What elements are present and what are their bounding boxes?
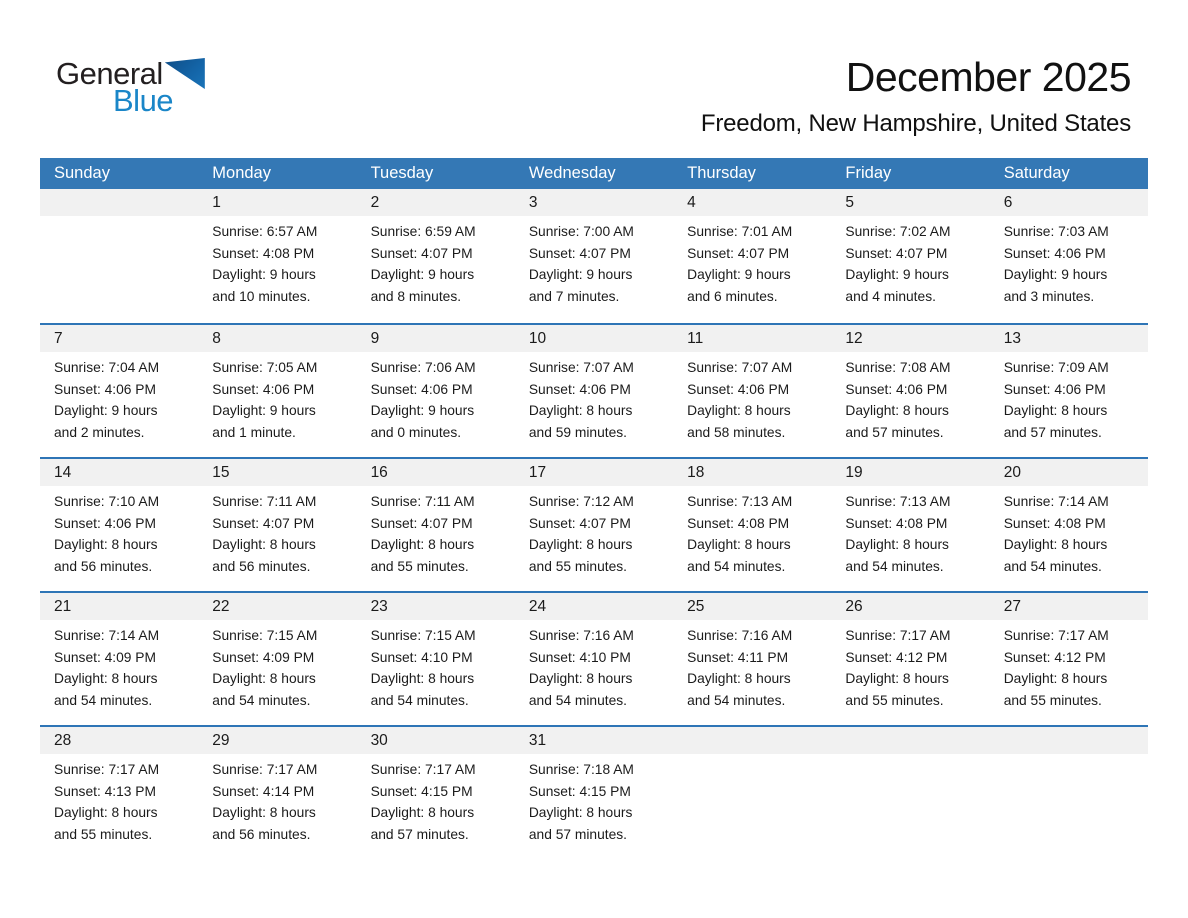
page-title: December 2025 — [845, 54, 1131, 100]
daylight-line-1: Daylight: 8 hours — [528, 537, 633, 552]
daylight-line-2: and 57 minutes. — [1003, 424, 1102, 440]
empty-day-details — [40, 216, 198, 307]
day-cell-details — [990, 620, 1148, 711]
sunset-line: Sunset: 4:06 PM — [212, 381, 315, 397]
daylight-line-1: Daylight: 9 hours — [845, 267, 949, 282]
daylight-line-2: and 55 minutes. — [528, 558, 628, 574]
daylight-line-2: and 54 minutes. — [1003, 558, 1102, 574]
sunset-line: Sunset: 4:08 PM — [1003, 515, 1106, 531]
day-cell-details — [515, 216, 673, 307]
day-number: 12 — [845, 330, 863, 347]
day-details-row — [40, 216, 1148, 307]
day-number: 18 — [687, 464, 705, 481]
day-number-band — [40, 727, 1148, 754]
daylight-line-1: Daylight: 9 hours — [212, 267, 316, 282]
day-cell-details — [673, 486, 831, 577]
day-cell-details — [357, 620, 515, 711]
sunrise-line: Sunrise: 7:04 AM — [54, 360, 160, 375]
day-number: 16 — [370, 464, 388, 481]
sunset-line: Sunset: 4:06 PM — [687, 381, 790, 397]
day-number: 1 — [212, 194, 221, 211]
day-number: 23 — [370, 598, 388, 615]
day-number-band — [40, 593, 1148, 620]
sunset-line: Sunset: 4:06 PM — [54, 515, 157, 531]
day-number: 17 — [528, 464, 547, 481]
empty-day-details — [831, 754, 989, 845]
daylight-line-1: Daylight: 8 hours — [212, 671, 316, 686]
daylight-line-1: Daylight: 8 hours — [370, 537, 475, 552]
sunset-line: Sunset: 4:15 PM — [528, 783, 631, 799]
sunset-line: Sunset: 4:06 PM — [1003, 245, 1106, 261]
sunrise-line: Sunrise: 7:10 AM — [54, 494, 160, 509]
day-cell-details — [40, 352, 198, 443]
sunset-line: Sunset: 4:09 PM — [212, 649, 315, 665]
daylight-line-2: and 58 minutes. — [687, 424, 786, 440]
empty-day-details — [673, 754, 831, 845]
day-cell-details — [198, 754, 356, 845]
daylight-line-1: Daylight: 8 hours — [687, 671, 791, 686]
calendar-weeks — [40, 189, 1148, 859]
weekday-header-row — [40, 158, 1148, 189]
sunrise-line: Sunrise: 7:02 AM — [845, 224, 951, 239]
sunrise-line: Sunrise: 7:18 AM — [528, 762, 634, 777]
daylight-line-1: Daylight: 8 hours — [845, 403, 949, 418]
daylight-line-2: and 56 minutes. — [212, 558, 311, 574]
day-number: 31 — [528, 732, 547, 749]
day-cell-details — [357, 754, 515, 845]
week-row — [40, 591, 1148, 725]
sunrise-line: Sunrise: 7:15 AM — [370, 628, 476, 643]
daylight-line-2: and 54 minutes. — [687, 558, 786, 574]
general-blue-logo — [56, 58, 205, 116]
daylight-line-2: and 54 minutes. — [54, 692, 153, 708]
daylight-line-1: Daylight: 8 hours — [54, 537, 158, 552]
empty-day-cell — [673, 727, 831, 754]
weekday-header-saturday: Saturday — [1003, 164, 1070, 182]
day-number: 25 — [687, 598, 705, 615]
day-number-band — [40, 189, 1148, 216]
daylight-line-1: Daylight: 8 hours — [212, 805, 316, 820]
daylight-line-1: Daylight: 8 hours — [1003, 671, 1108, 686]
daylight-line-1: Daylight: 8 hours — [370, 805, 475, 820]
sunset-line: Sunset: 4:08 PM — [687, 515, 790, 531]
sunset-line: Sunset: 4:06 PM — [370, 381, 473, 397]
sunrise-line: Sunrise: 7:13 AM — [687, 494, 793, 509]
sunset-line: Sunset: 4:12 PM — [1003, 649, 1106, 665]
sunrise-line: Sunrise: 7:17 AM — [845, 628, 951, 643]
daylight-line-1: Daylight: 9 hours — [54, 403, 158, 418]
daylight-line-1: Daylight: 8 hours — [212, 537, 316, 552]
day-number: 5 — [845, 194, 855, 211]
day-number: 29 — [212, 732, 230, 749]
sunrise-line: Sunrise: 7:03 AM — [1003, 224, 1109, 239]
daylight-line-2: and 8 minutes. — [370, 288, 462, 304]
sunrise-line: Sunrise: 7:17 AM — [54, 762, 160, 777]
daylight-line-1: Daylight: 9 hours — [370, 403, 475, 418]
weekday-header-monday: Monday — [212, 164, 271, 182]
daylight-line-1: Daylight: 8 hours — [845, 537, 949, 552]
day-cell-details — [515, 620, 673, 711]
sunrise-line: Sunrise: 7:05 AM — [212, 360, 318, 375]
daylight-line-1: Daylight: 8 hours — [528, 805, 633, 820]
sunrise-line: Sunrise: 7:07 AM — [687, 360, 793, 375]
daylight-line-1: Daylight: 8 hours — [370, 671, 475, 686]
day-number: 2 — [370, 194, 380, 211]
daylight-line-2: and 10 minutes. — [212, 288, 311, 304]
day-number: 14 — [54, 464, 72, 481]
sunrise-line: Sunrise: 7:07 AM — [528, 360, 634, 375]
sunrise-line: Sunrise: 7:14 AM — [54, 628, 160, 643]
daylight-line-1: Daylight: 8 hours — [845, 671, 949, 686]
day-cell-details — [357, 486, 515, 577]
daylight-line-1: Daylight: 8 hours — [528, 671, 633, 686]
weekday-header-friday: Friday — [845, 164, 892, 182]
day-number: 11 — [687, 330, 704, 347]
day-cell-details — [40, 754, 198, 845]
day-cell-details — [198, 620, 356, 711]
day-cell-details — [515, 352, 673, 443]
sunset-line: Sunset: 4:07 PM — [687, 245, 790, 261]
page-subtitle: Freedom, New Hampshire, United States — [700, 110, 1131, 138]
day-cell-details — [831, 620, 989, 711]
sunset-line: Sunset: 4:10 PM — [528, 649, 631, 665]
sunrise-line: Sunrise: 6:57 AM — [212, 224, 318, 239]
sunset-line: Sunset: 4:07 PM — [212, 515, 315, 531]
day-cell-details — [990, 216, 1148, 307]
day-number-band — [40, 459, 1148, 486]
day-number: 30 — [370, 732, 388, 749]
sunset-line: Sunset: 4:07 PM — [528, 515, 631, 531]
sunset-line: Sunset: 4:14 PM — [212, 783, 315, 799]
day-cell-details — [40, 486, 198, 577]
sunset-line: Sunset: 4:06 PM — [54, 381, 157, 397]
day-cell-details — [831, 216, 989, 307]
daylight-line-2: and 6 minutes. — [687, 288, 778, 304]
day-number: 15 — [212, 464, 230, 481]
sunset-line: Sunset: 4:09 PM — [54, 649, 157, 665]
day-cell-details — [990, 352, 1148, 443]
day-number: 13 — [1003, 330, 1021, 347]
daylight-line-2: and 57 minutes. — [528, 826, 628, 842]
day-number: 27 — [1003, 598, 1021, 615]
day-number: 26 — [845, 598, 863, 615]
sunrise-line: Sunrise: 7:13 AM — [845, 494, 951, 509]
weekday-header-wednesday: Wednesday — [528, 164, 616, 182]
sunset-line: Sunset: 4:07 PM — [528, 245, 631, 261]
daylight-line-1: Daylight: 8 hours — [1003, 403, 1108, 418]
daylight-line-2: and 2 minutes. — [54, 424, 145, 440]
daylight-line-2: and 4 minutes. — [845, 288, 936, 304]
sunrise-line: Sunrise: 7:14 AM — [1003, 494, 1109, 509]
daylight-line-2: and 54 minutes. — [212, 692, 311, 708]
sunset-line: Sunset: 4:06 PM — [845, 381, 948, 397]
daylight-line-2: and 55 minutes. — [845, 692, 944, 708]
sunset-line: Sunset: 4:06 PM — [528, 381, 631, 397]
sunset-line: Sunset: 4:12 PM — [845, 649, 948, 665]
day-number: 22 — [212, 598, 230, 615]
daylight-line-2: and 54 minutes. — [528, 692, 628, 708]
weekday-header-sunday: Sunday — [54, 164, 110, 182]
week-row — [40, 189, 1148, 323]
daylight-line-2: and 55 minutes. — [54, 826, 153, 842]
weekday-header-thursday: Thursday — [687, 164, 756, 182]
daylight-line-2: and 55 minutes. — [1003, 692, 1102, 708]
day-cell-details — [357, 216, 515, 307]
day-cell-details — [515, 486, 673, 577]
daylight-line-2: and 3 minutes. — [1003, 288, 1095, 304]
day-details-row — [40, 620, 1148, 711]
day-number: 21 — [54, 598, 72, 615]
daylight-line-1: Daylight: 9 hours — [687, 267, 791, 282]
sunset-line: Sunset: 4:07 PM — [370, 515, 473, 531]
day-number: 4 — [687, 194, 696, 211]
day-cell-details — [990, 486, 1148, 577]
day-details-row — [40, 754, 1148, 845]
day-cell-details — [198, 486, 356, 577]
daylight-line-2: and 54 minutes. — [845, 558, 944, 574]
day-cell-details — [198, 352, 356, 443]
empty-day-cell — [831, 727, 989, 754]
day-cell-details — [673, 216, 831, 307]
daylight-line-1: Daylight: 9 hours — [1003, 267, 1108, 282]
week-row — [40, 323, 1148, 457]
logo-text-general: General — [56, 56, 163, 91]
daylight-line-2: and 57 minutes. — [845, 424, 944, 440]
daylight-line-1: Daylight: 8 hours — [687, 403, 791, 418]
daylight-line-2: and 0 minutes. — [370, 424, 462, 440]
sunrise-line: Sunrise: 7:17 AM — [212, 762, 318, 777]
daylight-line-2: and 56 minutes. — [54, 558, 153, 574]
logo-text-blue: Blue — [113, 83, 174, 118]
daylight-line-2: and 57 minutes. — [370, 826, 469, 842]
day-number: 6 — [1003, 194, 1013, 211]
daylight-line-2: and 59 minutes. — [528, 424, 628, 440]
sunset-line: Sunset: 4:07 PM — [370, 245, 473, 261]
sunrise-line: Sunrise: 6:59 AM — [370, 224, 476, 239]
sunrise-line: Sunrise: 7:15 AM — [212, 628, 318, 643]
daylight-line-1: Daylight: 9 hours — [212, 403, 316, 418]
calendar — [40, 158, 1148, 859]
daylight-line-1: Daylight: 8 hours — [54, 671, 158, 686]
daylight-line-2: and 56 minutes. — [212, 826, 311, 842]
day-number: 8 — [212, 330, 221, 347]
day-number: 20 — [1003, 464, 1021, 481]
day-number: 28 — [54, 732, 72, 749]
sunset-line: Sunset: 4:06 PM — [1003, 381, 1106, 397]
sunrise-line: Sunrise: 7:17 AM — [1003, 628, 1109, 643]
daylight-line-2: and 1 minute. — [212, 424, 296, 440]
week-row — [40, 457, 1148, 591]
daylight-line-2: and 54 minutes. — [687, 692, 786, 708]
daylight-line-1: Daylight: 8 hours — [687, 537, 791, 552]
sunrise-line: Sunrise: 7:01 AM — [687, 224, 793, 239]
daylight-line-1: Daylight: 8 hours — [54, 805, 158, 820]
day-number: 19 — [845, 464, 863, 481]
day-details-row — [40, 352, 1148, 443]
sunrise-line: Sunrise: 7:09 AM — [1003, 360, 1109, 375]
daylight-line-1: Daylight: 9 hours — [528, 267, 633, 282]
day-number: 3 — [528, 194, 538, 211]
sunset-line: Sunset: 4:08 PM — [212, 245, 315, 261]
day-number: 7 — [54, 330, 63, 347]
sunrise-line: Sunrise: 7:00 AM — [528, 224, 634, 239]
daylight-line-2: and 7 minutes. — [528, 288, 620, 304]
empty-day-details — [990, 754, 1148, 845]
daylight-line-2: and 55 minutes. — [370, 558, 469, 574]
day-number: 10 — [528, 330, 547, 347]
day-number: 24 — [528, 598, 547, 615]
day-cell-details — [357, 352, 515, 443]
sunset-line: Sunset: 4:08 PM — [845, 515, 948, 531]
sunset-line: Sunset: 4:07 PM — [845, 245, 948, 261]
sunrise-line: Sunrise: 7:12 AM — [528, 494, 634, 509]
weekday-header-tuesday: Tuesday — [370, 164, 434, 182]
week-row — [40, 725, 1148, 859]
sunrise-line: Sunrise: 7:11 AM — [212, 494, 317, 509]
daylight-line-1: Daylight: 8 hours — [528, 403, 633, 418]
sunset-line: Sunset: 4:11 PM — [687, 649, 789, 665]
day-cell-details — [40, 620, 198, 711]
empty-day-cell — [40, 189, 198, 216]
day-details-row — [40, 486, 1148, 577]
sunset-line: Sunset: 4:10 PM — [370, 649, 473, 665]
day-cell-details — [831, 486, 989, 577]
daylight-line-1: Daylight: 8 hours — [1003, 537, 1108, 552]
sunrise-line: Sunrise: 7:08 AM — [845, 360, 951, 375]
sunrise-line: Sunrise: 7:16 AM — [687, 628, 793, 643]
daylight-line-2: and 54 minutes. — [370, 692, 469, 708]
day-number: 9 — [370, 330, 380, 347]
sunset-line: Sunset: 4:13 PM — [54, 783, 157, 799]
sunrise-line: Sunrise: 7:06 AM — [370, 360, 476, 375]
sunset-line: Sunset: 4:15 PM — [370, 783, 473, 799]
day-cell-details — [673, 352, 831, 443]
day-cell-details — [673, 620, 831, 711]
daylight-line-1: Daylight: 9 hours — [370, 267, 475, 282]
header-titles — [701, 56, 1131, 138]
day-number-band — [40, 325, 1148, 352]
day-cell-details — [831, 352, 989, 443]
day-cell-details — [198, 216, 356, 307]
day-cell-details — [515, 754, 673, 845]
sunrise-line: Sunrise: 7:11 AM — [370, 494, 475, 509]
sunrise-line: Sunrise: 7:16 AM — [528, 628, 634, 643]
sunrise-line: Sunrise: 7:17 AM — [370, 762, 476, 777]
empty-day-cell — [990, 727, 1148, 754]
